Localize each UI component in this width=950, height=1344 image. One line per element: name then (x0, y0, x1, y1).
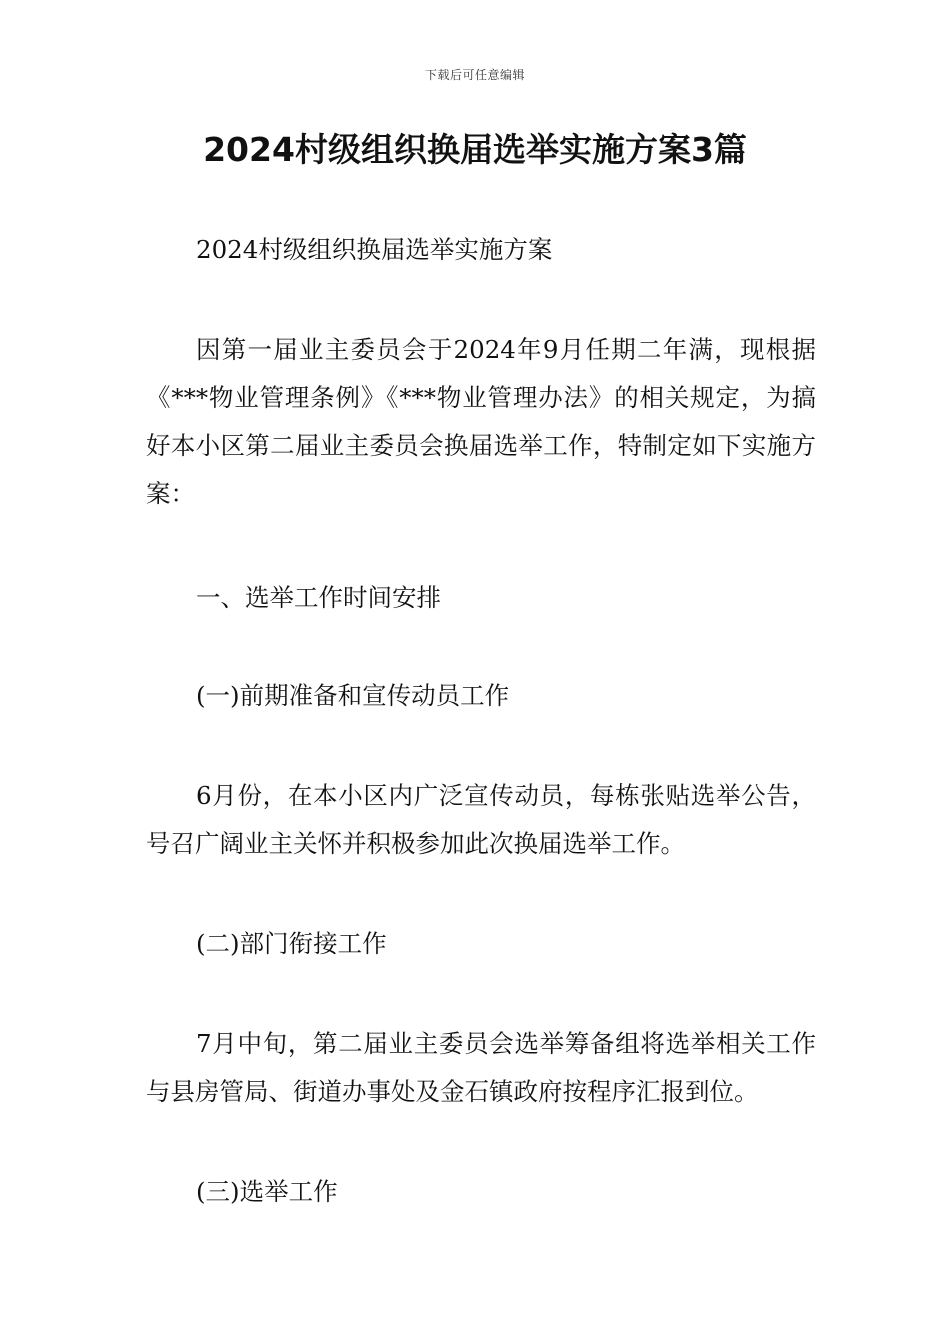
subsection-heading-1-3: (三)选举工作 (196, 1177, 338, 1206)
subsection-heading-1-2: (二)部门衔接工作 (196, 929, 387, 958)
subsection-heading-1-1: (一)前期准备和宣传动员工作 (196, 681, 510, 710)
document-title: 2024村级组织换届选举实施方案3篇 (203, 130, 747, 169)
subsection-1-1-paragraph: 6月份，在本小区内广泛宣传动员，每栋张贴选举公告，号召广阔业主关怀并积极参加此次换届选举工作。 (146, 781, 816, 858)
section-heading-1: 一、选举工作时间安排 (196, 583, 441, 612)
subsection-1-2-paragraph: 7月中旬，第二届业主委员会选举筹备组将选举相关工作与县房管局、街道办事处及金石镇政府按程序汇报到位。 (146, 1029, 816, 1106)
document-subtitle: 2024村级组织换届选举实施方案 (196, 235, 553, 264)
intro-paragraph: 因第一届业主委员会于2024年9月任期二年满，现根据《***物业管理条例》《***物业管理办法》的相关规定，为搞好本小区第二届业主委员会换届选举工作，特制定如下实施方案： (146, 335, 816, 508)
header-note: 下载后可任意编辑 (424, 68, 525, 82)
